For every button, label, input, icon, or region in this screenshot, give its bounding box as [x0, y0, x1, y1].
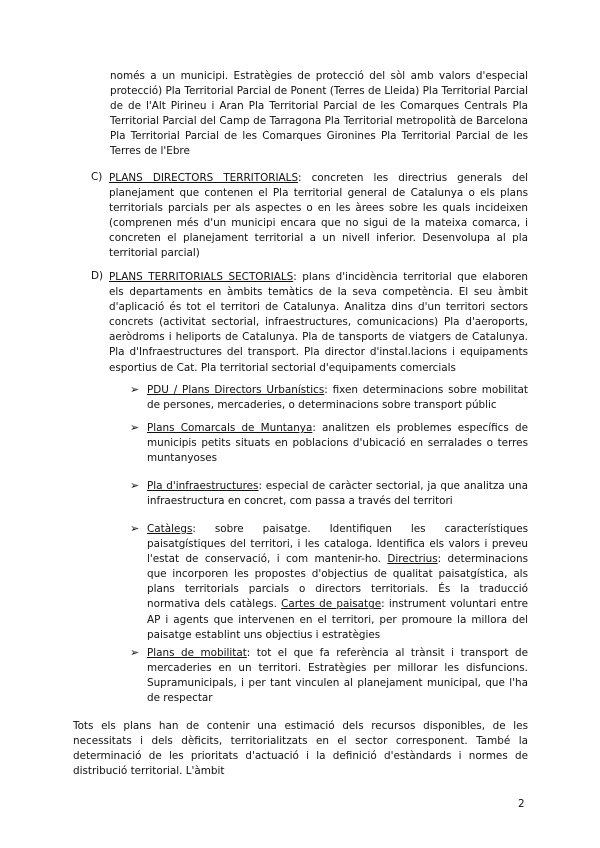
sub-item-text: : tot el que fa referència al trànsit i transport de mercaderies en un territori. Estratègies per millorar les disfuncions. Supramunicipals, i per tant vinculen al planejament municipal, que l'ha de respectar — [147, 647, 529, 705]
sub-item-paragraph — [147, 646, 528, 706]
continuation-block — [110, 69, 528, 160]
sub-item-plans-mobilitat — [130, 646, 528, 706]
sub-item-text: : fixen determinacions sobre mobilitat de persones, mercaderies, o determinacions sobre transport públic — [147, 384, 528, 412]
sub-item-term: Plans Comarcals de Muntanya — [147, 422, 313, 434]
sub-item-term: PDU / Plans Directors Urbanístics — [147, 384, 325, 396]
sub-item-term: Pla d'infraestructures — [147, 480, 259, 492]
item-d — [91, 270, 528, 376]
item-c-label: C) — [91, 171, 103, 183]
sub-item-pla-infraestructures — [130, 479, 528, 509]
sub-item-term: Plans de mobilitat — [147, 647, 247, 659]
arrow-bullet-icon: ➢ — [130, 421, 140, 434]
sub-item-pdu — [130, 383, 528, 413]
final-block — [73, 719, 528, 779]
sub-item-plans-comarcals — [130, 421, 528, 466]
item-c-term: PLANS DIRECTORS TERRITORIALS — [109, 172, 299, 184]
final-paragraph: Tots els plans han de contenir una estimació dels recursos disponibles, de les necessitats i dels dèficits, territorialitzats en el sector corresponent. També la determinació de les prioritats d'actuació i la definició d'estàndards i normes de distribució territorial. L'àmbit — [73, 720, 528, 778]
sub-item-text: : sobre paisatge. Identifiquen les característiques paisatgístiques del territori, i les cataloga. Identifica els valors i preveu l'estat de conservació, i com mantenir-ho. — [147, 523, 528, 566]
sub-item-term: Catàlegs — [147, 523, 193, 535]
item-d-text: : plans d'incidència territorial que elaboren els departaments en àmbits temàtics de la seva competència. El seu àmbit d'aplicació és tot el territori de Catalunya. Analitza dins d'un territori sectors concrets (activitat sectorial, infraestructures, comunicacions) Pla d'aeroports, aeròdroms i heliports de Catalunya. Pla de tansports de viatgers de Catalunya. Pla d'Infraestructures del transport. Pla director d'instal.lacions i equipaments esportius de Cat. Pla territorial sectorial d'equipaments comercials — [109, 271, 529, 374]
item-d-paragraph — [109, 270, 528, 376]
sub-item-text: : especial de caràcter sectorial, ja que analitza una infraestructura en concret, com passa a través del territori — [147, 480, 528, 508]
sub-item-paragraph — [147, 522, 528, 643]
item-d-label: D) — [91, 270, 104, 282]
sub-item-text: : analitzen els problemes específics de municipis petits situats en poblacions d'ubicació en serralades o terres muntanyoses — [147, 422, 528, 465]
item-c — [91, 171, 528, 262]
arrow-bullet-icon: ➢ — [130, 383, 140, 396]
item-c-text: : concreten les directrius generals del planejament que contenen el Pla territorial general de Catalunya o els plans territorials parcials per als aspectes o en les àrees sobre les quals incideixen (comprenen més d'un municipi encara que no sigui de la mateixa comarca, i concreten el planejament territorial a un nivell inferior. Desenvolupa al pla territorial parcial) — [109, 172, 528, 260]
sub-item-term-cartes: Cartes de paisatge — [281, 598, 382, 611]
sub-item-text-directrius: : determinacions que incorporen les propostes d'objectius de qualitat paisatgística, als plans territorials parcials o directors territorials. És la traducció normativa dels catàlegs. — [147, 553, 528, 611]
item-d-term: PLANS TERRITORIALS SECTORIALS — [109, 271, 294, 283]
sub-item-text-cartes: : instrument voluntari entre AP i agents que intervenen en el territori, per promoure la millora del paisatge establint uns objectius i estratègies — [147, 598, 528, 641]
sub-item-paragraph — [147, 421, 528, 466]
page-number: 2 — [518, 798, 525, 810]
arrow-bullet-icon: ➢ — [130, 522, 140, 535]
item-c-paragraph — [109, 171, 528, 262]
sub-item-cataleg — [130, 522, 528, 643]
sub-item-paragraph — [147, 383, 528, 413]
continuation-text: només a un municipi. Estratègies de protecció del sòl amb valors d'especial protecció) Pla Territorial Parcial de Ponent (Terres de Lleida) Pla Territorial Parcial de de l'Alt Pirineu i Aran Pla Territorial Parcial de les Comarques Centrals Pla Territorial Parcial del Camp de Tarragona Pla Territorial metropolità de Barcelona Pla Territorial Parcial de les Comarques Gironines Pla Territorial Parcial de les Terres de l'Ebre — [110, 70, 528, 158]
arrow-bullet-icon: ➢ — [130, 646, 140, 659]
sub-item-paragraph — [147, 479, 528, 509]
arrow-bullet-icon: ➢ — [130, 479, 140, 492]
sub-item-term-directrius: Directrius — [387, 553, 438, 566]
